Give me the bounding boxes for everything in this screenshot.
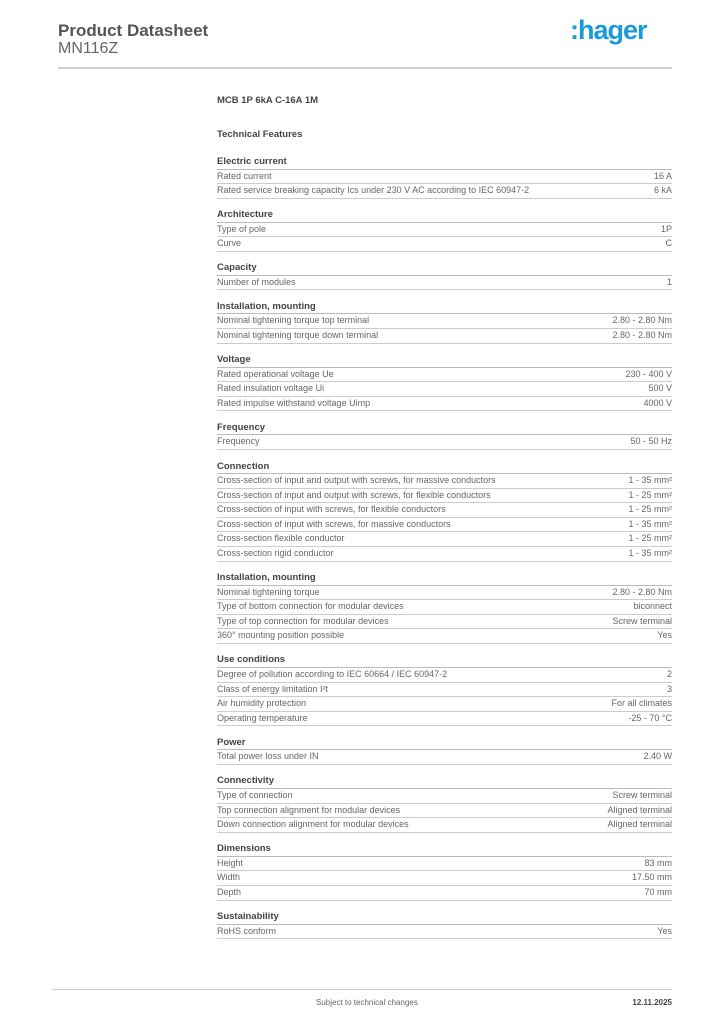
section-heading: Dimensions bbox=[217, 842, 672, 857]
section-heading: Installation, mounting bbox=[217, 300, 672, 315]
table-row bbox=[217, 503, 672, 518]
feature-label: Cross-section rigid conductor bbox=[217, 548, 334, 558]
section-heading: Electric current bbox=[217, 155, 672, 170]
feature-value: 1 - 35 mm² bbox=[628, 518, 672, 529]
feature-section bbox=[217, 571, 672, 644]
feature-section bbox=[217, 460, 672, 562]
section-heading: Frequency bbox=[217, 421, 672, 436]
feature-value: 16 A bbox=[653, 170, 672, 181]
table-row bbox=[217, 629, 672, 644]
table-row bbox=[217, 489, 672, 504]
feature-section bbox=[217, 842, 672, 900]
table-row bbox=[217, 547, 672, 562]
feature-value: Yes bbox=[657, 925, 672, 936]
feature-value: 1 - 35 mm² bbox=[628, 548, 672, 558]
section-heading: Architecture bbox=[217, 208, 672, 223]
page-title: Product Datasheet bbox=[58, 21, 209, 40]
section-heading: Use conditions bbox=[217, 653, 672, 668]
section-heading: Capacity bbox=[217, 261, 672, 276]
feature-value: biconnect bbox=[633, 601, 672, 612]
table-row bbox=[217, 532, 672, 547]
section-title: Technical Features bbox=[217, 129, 303, 140]
table-row bbox=[217, 518, 672, 533]
feature-label: Cross-section of input and output with screws, for massive conductors bbox=[217, 475, 496, 486]
table-row bbox=[217, 382, 672, 397]
feature-value: 230 - 400 V bbox=[625, 368, 672, 379]
feature-label: Top connection alignment for modular devices bbox=[217, 804, 401, 815]
table-row bbox=[217, 615, 672, 630]
feature-value: 1 - 35 mm² bbox=[628, 475, 672, 486]
feature-section bbox=[217, 155, 672, 199]
table-row bbox=[217, 397, 672, 412]
feature-section bbox=[217, 910, 672, 939]
feature-label: Degree of pollution according to IEC 60664 / IEC 60947-2 bbox=[217, 668, 448, 679]
table-row bbox=[217, 600, 672, 615]
datasheet-content bbox=[217, 95, 672, 949]
feature-value: 500 V bbox=[648, 383, 672, 394]
product-name: MCB 1P 6kA C-16A 1M bbox=[217, 95, 319, 106]
feature-value: 2.80 - 2.80 Nm bbox=[612, 586, 672, 597]
feature-section bbox=[217, 653, 672, 726]
feature-value: Yes bbox=[657, 630, 672, 641]
feature-section bbox=[217, 261, 672, 290]
section-heading: Connectivity bbox=[217, 774, 672, 789]
feature-value: 2.40 W bbox=[643, 751, 672, 762]
feature-value: 1 - 25 mm² bbox=[628, 533, 672, 544]
header-divider bbox=[58, 67, 672, 69]
feature-value: 1P bbox=[660, 223, 672, 234]
feature-section bbox=[217, 421, 672, 450]
feature-value: 1 bbox=[666, 276, 672, 287]
feature-label: Operating temperature bbox=[217, 712, 308, 723]
feature-value: 4000 V bbox=[643, 397, 672, 408]
feature-section bbox=[217, 774, 672, 832]
feature-label: Rated current bbox=[217, 170, 272, 181]
feature-label: Width bbox=[217, 872, 241, 883]
feature-label: Cross-section of input with screws, for flexible conductors bbox=[217, 504, 446, 515]
feature-label: Class of energy limitation I²t bbox=[217, 683, 329, 694]
table-row bbox=[217, 474, 672, 489]
feature-label: Nominal tightening torque bbox=[217, 586, 320, 597]
footer-note: Subject to technical changes bbox=[316, 998, 418, 1007]
table-row bbox=[217, 668, 672, 683]
feature-label: Frequency bbox=[217, 436, 260, 447]
feature-value: -25 - 70 °C bbox=[628, 712, 672, 723]
feature-label: Rated impulse withstand voltage Uimp bbox=[217, 397, 371, 408]
table-row bbox=[217, 368, 672, 383]
table-row bbox=[217, 237, 672, 252]
feature-label: Nominal tightening torque down terminal bbox=[217, 330, 379, 341]
footer-date: 12.11.2025 bbox=[632, 998, 672, 1007]
table-row bbox=[217, 871, 672, 886]
table-row bbox=[217, 818, 672, 833]
feature-value: 1 - 25 mm² bbox=[628, 504, 672, 515]
feature-value: 1 - 25 mm² bbox=[628, 489, 672, 500]
table-row bbox=[217, 170, 672, 185]
feature-value: 6 kA bbox=[653, 185, 672, 196]
feature-label: Cross-section flexible conductor bbox=[217, 533, 345, 544]
section-heading: Connection bbox=[217, 460, 672, 475]
feature-label: Total power loss under IN bbox=[217, 751, 319, 762]
table-row bbox=[217, 789, 672, 804]
section-heading: Power bbox=[217, 736, 672, 751]
feature-value: Screw terminal bbox=[612, 789, 672, 800]
table-row bbox=[217, 925, 672, 940]
feature-label: Curve bbox=[217, 238, 242, 249]
feature-label: Number of modules bbox=[217, 276, 296, 287]
feature-value: Aligned terminal bbox=[607, 819, 672, 830]
table-row bbox=[217, 886, 672, 901]
section-heading: Installation, mounting bbox=[217, 571, 672, 586]
feature-label: Type of connection bbox=[217, 789, 293, 800]
feature-label: Cross-section of input and output with screws, for flexible conductors bbox=[217, 489, 491, 500]
feature-value: 50 - 50 Hz bbox=[630, 436, 672, 447]
feature-value: 17.50 mm bbox=[631, 872, 672, 883]
section-heading: Sustainability bbox=[217, 910, 672, 925]
table-row bbox=[217, 586, 672, 601]
table-row bbox=[217, 750, 672, 765]
table-row bbox=[217, 697, 672, 712]
feature-label: Rated service breaking capacity Ics under 230 V AC according to IEC 60947-2 bbox=[217, 185, 530, 196]
feature-value: 2.80 - 2.80 Nm bbox=[612, 330, 672, 341]
feature-value: 70 mm bbox=[644, 886, 672, 897]
product-reference: MN116Z bbox=[58, 40, 119, 57]
table-row bbox=[217, 435, 672, 450]
feature-label: RoHS conform bbox=[217, 925, 277, 936]
feature-label: Rated insulation voltage Ui bbox=[217, 383, 325, 394]
feature-value: 2 bbox=[666, 668, 672, 679]
table-row bbox=[217, 314, 672, 329]
feature-value: 3 bbox=[666, 683, 672, 694]
feature-label: Down connection alignment for modular devices bbox=[217, 819, 409, 830]
section-heading: Voltage bbox=[217, 353, 672, 368]
feature-label: Type of pole bbox=[217, 223, 267, 234]
table-row bbox=[217, 857, 672, 872]
footer-divider bbox=[52, 989, 672, 990]
feature-value: Screw terminal bbox=[612, 615, 672, 626]
feature-label: Type of top connection for modular devices bbox=[217, 615, 389, 626]
feature-label: Depth bbox=[217, 886, 242, 897]
feature-value: Aligned terminal bbox=[607, 804, 672, 815]
feature-label: Height bbox=[217, 857, 244, 868]
feature-value: 2.80 - 2.80 Nm bbox=[612, 315, 672, 326]
feature-label: 360° mounting position possible bbox=[217, 630, 345, 641]
feature-value: For all climates bbox=[611, 698, 672, 709]
table-row bbox=[217, 276, 672, 291]
feature-label: Air humidity protection bbox=[217, 698, 307, 709]
feature-value: 83 mm bbox=[644, 857, 672, 868]
feature-section bbox=[217, 208, 672, 252]
table-row bbox=[217, 329, 672, 344]
feature-label: Type of bottom connection for modular devices bbox=[217, 601, 404, 612]
table-row bbox=[217, 712, 672, 727]
feature-section bbox=[217, 736, 672, 765]
feature-sections bbox=[217, 155, 672, 939]
table-row bbox=[217, 804, 672, 819]
feature-label: Nominal tightening torque top terminal bbox=[217, 315, 370, 326]
hager-logo: :hager bbox=[570, 15, 647, 45]
feature-value: C bbox=[665, 238, 672, 249]
feature-section bbox=[217, 353, 672, 411]
feature-section bbox=[217, 300, 672, 344]
table-row bbox=[217, 223, 672, 238]
table-row bbox=[217, 683, 672, 698]
table-row bbox=[217, 184, 672, 199]
feature-label: Rated operational voltage Ue bbox=[217, 368, 334, 379]
feature-label: Cross-section of input with screws, for massive conductors bbox=[217, 518, 451, 529]
